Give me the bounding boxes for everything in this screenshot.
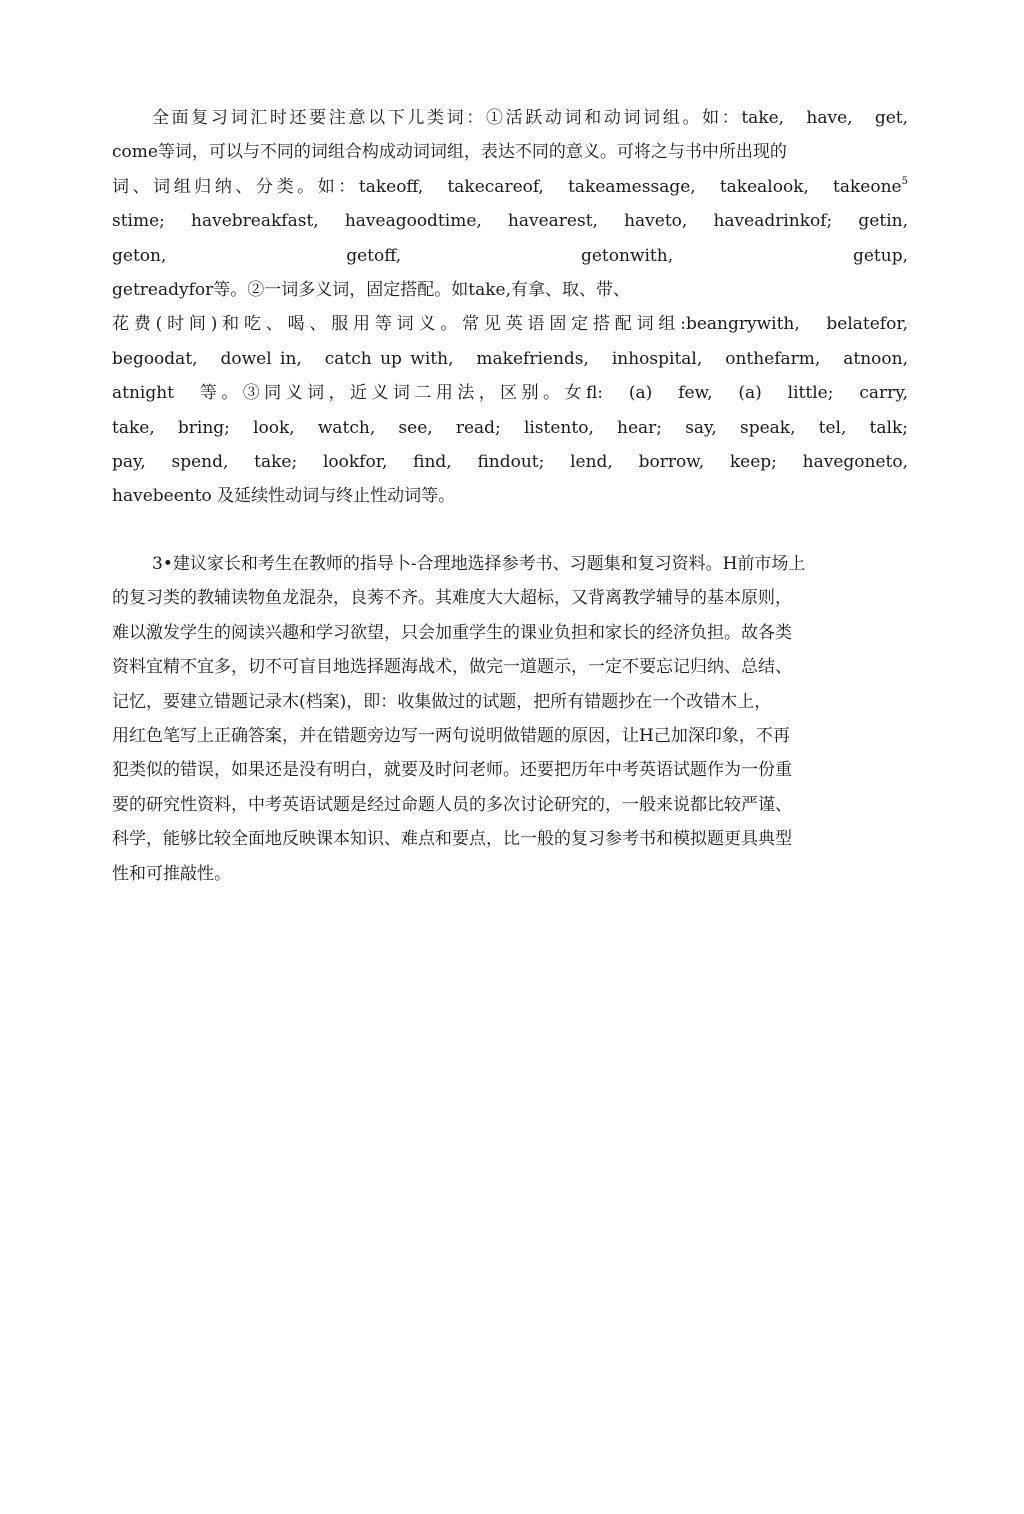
text-line-content: take, bring; look, watch, see, read; listento, hear; say, speak, tel, talk; [112,417,908,438]
paragraph-reference-materials [112,547,908,891]
text-line-content: 记忆，要建立错题记录木(档案)，即：收集做过的试题，把所有错题抄在一个改错木上， [112,691,772,712]
text-line-content: begoodat, dowel in, catch up with, makefriends, inhospital, onthefarm, atnoon, [112,348,908,369]
text-line [112,135,908,169]
paragraph-vocabulary-review [112,101,908,514]
text-line-content: getreadyfor等。②一词多义词，固定搭配。如take,有拿、取、带、 [112,279,630,300]
text-line-content: 3•建议家长和考生在教师的指导卜-合理地选择参考书、习题集和复习资料。H前市场上 [152,554,806,574]
text-line-content: 要的研究性资料，中考英语试题是经过命题人员的多次讨论研究的，一般来说都比较严谨、 [112,794,792,815]
text-line [112,857,908,891]
text-line [112,101,908,135]
text-line-content: 用红色笔写上正确答案，并在错题旁边写一两句说明做错题的原因，让H己加深印象，不再 [112,725,790,746]
text-line [112,204,908,238]
text-line-content: 的复习类的教辅读物鱼龙混杂，良莠不齐。其难度大大超标，又背离教学辅导的基本原则， [112,588,792,609]
text-line-content: 性和可推敲性。 [112,863,231,884]
text-line [112,411,908,445]
text-line [112,650,908,684]
text-line [112,239,908,273]
text-line [112,342,908,376]
text-line-content: stime; havebreakfast, haveagoodtime, havearest, haveto, haveadrinkof; getin, [112,211,908,232]
text-line-content: pay, spend, take; lookfor, find, findout; lend, borrow, keep; havegoneto, [112,451,908,472]
text-line-content: 犯类似的错误，如果还是没有明白，就要及时问老师。还要把历年中考英语试题作为一份重 [112,760,792,781]
text-line [112,685,908,719]
text-line-content: geton, getoff, getonwith, getup, [112,245,908,266]
text-line-content: 花费(时间)和吃、喝、服用等词义。常见英语固定搭配词组:beangrywith, belatefor, [112,314,908,335]
text-line-content: 难以激发学生的阅读兴趣和学习欲望，只会加重学生的课业负担和家长的经济负担。故各类 [112,622,792,643]
text-line [112,445,908,479]
text-line [112,581,908,615]
text-line [112,273,908,307]
text-line-content: come等词，可以与不同的词组合构成动词词组，表达不同的意义。可将之与书中所出现的 [112,142,787,163]
superscript-mark: 5 [901,175,908,187]
text-line [112,753,908,787]
text-line [112,307,908,341]
text-line [112,719,908,753]
text-line-content: 资料宜精不宜多，切不可盲目地选择题海战术，做完一道题示，一定不要忘记归纳、总结、 [112,657,792,678]
text-line-content: 全面复习词汇时还要注意以下儿类词：①活跃动词和动词词组。如：take, have, get, [152,108,908,128]
text-line [112,822,908,856]
text-line [112,547,908,581]
text-line [112,376,908,410]
text-line-content: 科学，能够比较全面地反映课本知识、难点和要点，比一般的复习参考书和模拟题更具典型 [112,829,792,850]
text-line-content: havebeento 及延续性动词与终止性动词等。 [112,486,456,507]
text-line-content: 词、词组归纳、分类。如：takeoff, takecareof, takeamessage, takealook, takeone [112,176,902,197]
text-line [112,788,908,822]
text-line [112,479,908,513]
text-line [112,616,908,650]
text-line-content: atnight 等。③同义词，近义词二用法，区别。女fl: (a) few, (a) little; carry, [112,383,908,404]
text-line [112,170,908,204]
